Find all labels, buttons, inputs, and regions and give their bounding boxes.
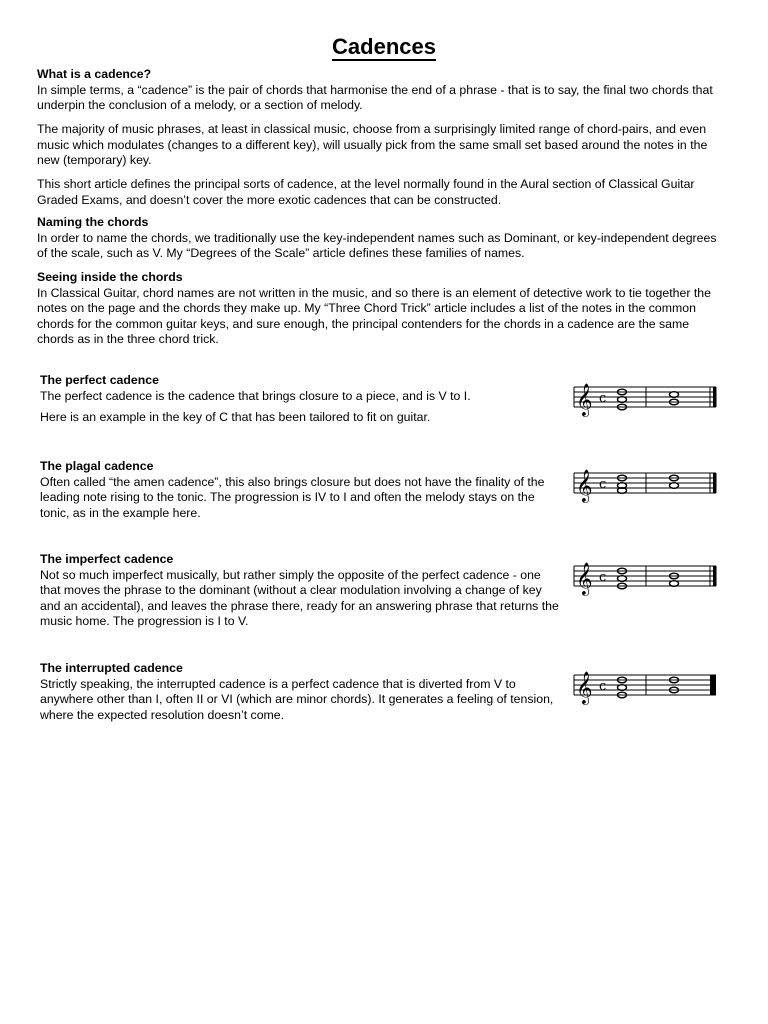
treble-clef-icon: 𝄞 <box>576 383 593 416</box>
treble-clef-icon: 𝄞 <box>576 671 593 704</box>
imperfect-cadence-staff <box>570 556 720 601</box>
section-imperfect-cadence <box>40 552 560 630</box>
section-text: This short article defines the principal sorts of cadence, at the level normally found in the Aural section of Classical Guitar Graded Exams, and doesn’t cover the more exotic cadences that can be constructed. <box>37 177 695 207</box>
time-signature-icon: c <box>599 391 607 406</box>
section-heading: The imperfect cadence <box>40 552 174 566</box>
section-text: Not so much imperfect musically, but rather simply the opposite of the perfect cadence - one that moves the phrase to the dominant (without a clear modulation involving a change of key and an accidental), and leaves the phrase there, ready for an answering phrase that returns the music home. The progression is I to V. <box>40 567 559 629</box>
treble-clef-icon: 𝄞 <box>576 562 593 595</box>
section-heading: Seeing inside the chords <box>37 270 183 284</box>
section-text: In simple terms, a “cadence” is the pair of chords that harmonise the end of a phrase - that is to say, the final two chords that underpin the conclusion of a melody, or a section of melody. <box>37 82 713 113</box>
time-signature-icon: c <box>599 679 607 694</box>
section-text: The majority of music phrases, at least in classical music, choose from a surprisingly limited range of chord-pairs, and even music which modulates (changes to a different key), will usually pick from the same small set based around the notes in the new (temporary) key. <box>37 122 708 168</box>
section-text: The perfect cadence is the cadence that brings closure to a piece, and is V to I. <box>40 388 471 403</box>
section-heading: The perfect cadence <box>40 373 159 387</box>
section-majority-paragraph <box>37 122 717 169</box>
section-seeing-inside <box>37 270 717 348</box>
section-heading: The interrupted cadence <box>40 661 183 675</box>
section-text-2: Here is an example in the key of C that has been tailored to fit on guitar. <box>40 410 431 425</box>
interrupted-cadence-staff <box>570 665 720 710</box>
section-perfect-cadence <box>40 373 560 426</box>
section-heading: The plagal cadence <box>40 459 154 473</box>
section-naming-chords <box>37 215 717 262</box>
section-text: Often called “the amen cadence”, this also brings closure but does not have the finality of the leading note rising to the tonic. The progression is IV to I and often the melody stays on the tonic, as in the example here. <box>40 474 545 520</box>
section-short-article-paragraph <box>37 177 717 208</box>
section-text: In Classical Guitar, chord names are not written in the music, and so there is an element of detective work to tie together the notes on the page and the chords they make up. My “Three Chord Trick” article includes a list of the notes in the common chords for the common guitar keys, and sure enough, the principal contenders for the chords in a cadence are the same chords as in the three chord trick. <box>37 285 711 347</box>
section-text: Strictly speaking, the interrupted cadence is a perfect cadence that is diverted from V to anywhere other than I, often II or VI (which are minor chords). It generates a feeling of tension, where the expected resolution doesn’t come. <box>40 676 554 722</box>
section-plagal-cadence <box>40 459 560 521</box>
perfect-cadence-staff <box>570 377 720 422</box>
section-text: In order to name the chords, we traditionally use the key-independent names such as Dominant, or key-independent degrees of the scale, such as V. My “Degrees of the Scale” article defines these families of names. <box>37 230 717 261</box>
section-heading: What is a cadence? <box>37 67 152 81</box>
page-title: Cadences <box>332 34 436 59</box>
treble-clef-icon: 𝄞 <box>576 469 593 502</box>
time-signature-icon: c <box>599 570 607 585</box>
plagal-cadence-staff <box>570 463 720 508</box>
time-signature-icon: c <box>599 477 607 492</box>
section-interrupted-cadence <box>40 661 560 723</box>
section-heading: Naming the chords <box>37 215 149 229</box>
section-what-is-cadence <box>37 67 717 114</box>
